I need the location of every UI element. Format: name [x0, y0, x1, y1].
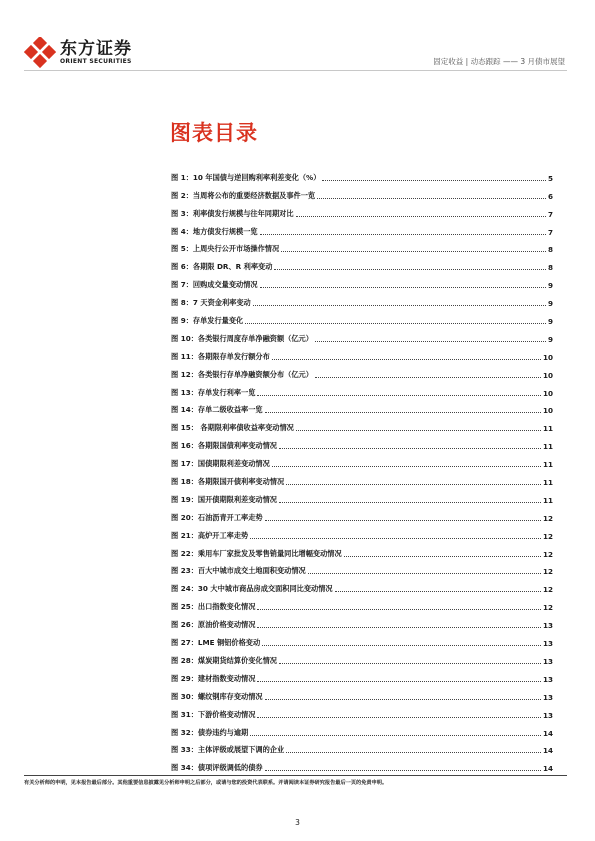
toc-item[interactable]	[171, 290, 553, 308]
toc-item-label: 图 1：10 年国债与逆回购利率利差变化（%）	[171, 172, 321, 182]
toc-item[interactable]	[171, 738, 553, 756]
toc-item[interactable]	[171, 237, 553, 255]
toc-dot-leader	[265, 412, 541, 413]
toc-dot-leader	[257, 681, 541, 682]
logo-text	[60, 40, 132, 66]
toc-item[interactable]	[171, 326, 553, 344]
toc-item-page: 11	[542, 495, 553, 505]
toc-item[interactable]	[171, 648, 553, 666]
toc-item-label: 图 13：存单发行利率一览	[171, 387, 256, 397]
toc-dot-leader	[257, 395, 541, 396]
toc-item[interactable]	[171, 505, 553, 523]
toc-dot-leader	[272, 359, 541, 360]
toc-item-label: 图 30：螺纹钢库存变动情况	[171, 691, 263, 701]
toc-item-label: 图 18：各期限国开债利率变动情况	[171, 477, 285, 487]
toc-dot-leader	[265, 699, 541, 700]
toc-item-label: 图 11：各期限存单发行额分布	[171, 351, 270, 361]
toc-dot-leader	[279, 502, 541, 503]
toc-item-page: 7	[547, 209, 553, 219]
toc-item-page: 13	[542, 710, 553, 720]
header-divider	[24, 70, 567, 71]
toc-item-label: 图 31：下游价格变动情况	[171, 709, 256, 719]
toc-item-label: 图 9：存单发行量变化	[171, 316, 244, 326]
toc-item[interactable]	[171, 165, 553, 183]
toc-item[interactable]	[171, 630, 553, 648]
toc-item-label: 图 19：国开债期限利差变动情况	[171, 494, 277, 504]
toc-item[interactable]	[171, 219, 553, 237]
toc-item-page: 11	[542, 442, 553, 452]
toc-dot-leader	[281, 251, 546, 252]
toc-item-label: 图 33：主体评级或展望下调的企业	[171, 745, 285, 755]
toc-title: 图表目录	[170, 121, 258, 145]
toc-item[interactable]	[171, 201, 553, 219]
toc-item[interactable]	[171, 523, 553, 541]
toc-item[interactable]	[171, 720, 553, 738]
toc-dot-leader	[286, 752, 541, 753]
toc-dot-leader	[250, 735, 541, 736]
toc-item-label: 图 7：回购成交量变动情况	[171, 280, 258, 290]
toc-item-label: 图 26：原油价格变动情况	[171, 620, 256, 630]
toc-item[interactable]	[171, 702, 553, 720]
toc-dot-leader	[279, 448, 541, 449]
toc-item-page: 13	[542, 674, 553, 684]
toc-dot-leader	[322, 180, 546, 181]
toc-item-label: 图 4：地方债发行规模一览	[171, 226, 258, 236]
toc-item-page: 12	[542, 513, 553, 523]
toc-item-label: 图 12：各类银行存单净融资额分布（亿元）	[171, 369, 313, 379]
toc-dot-leader	[335, 591, 541, 592]
toc-item-page: 10	[542, 352, 553, 362]
toc-item[interactable]	[171, 755, 553, 773]
toc-item-page: 11	[542, 460, 553, 470]
page-number: 3	[295, 818, 300, 827]
toc-item-label: 图 28：煤炭期货结算价变化情况	[171, 655, 277, 665]
toc-dot-leader	[279, 663, 541, 664]
toc-dot-leader	[253, 305, 546, 306]
toc-item[interactable]	[171, 398, 553, 416]
toc-item-page: 10	[542, 388, 553, 398]
toc-item[interactable]	[171, 612, 553, 630]
toc-dot-leader	[260, 287, 546, 288]
toc-item-page: 14	[542, 764, 553, 774]
toc-dot-leader	[257, 627, 541, 628]
toc-item[interactable]	[171, 272, 553, 290]
toc-item-label: 图 3：利率债发行规模与往年同期对比	[171, 208, 294, 218]
toc-item[interactable]	[171, 684, 553, 702]
toc-dot-leader	[265, 770, 541, 771]
toc-item-label: 图 5：上周央行公开市场操作情况	[171, 244, 280, 254]
toc-dot-leader	[308, 573, 541, 574]
toc-item-page: 12	[542, 531, 553, 541]
toc-item[interactable]	[171, 576, 553, 594]
toc-item-label: 图 15： 各期限利率债收益率变动情况	[171, 423, 294, 433]
toc-item[interactable]	[171, 254, 553, 272]
disclaimer-text: 有关分析师的申明，见本报告最后部分。其他重要信息披露见分析师申明之后部分，或请与您的投资代表联系。并请阅读本证券研究报告最后一页的免责申明。	[24, 780, 388, 786]
toc-item-label: 图 34：债项评级调低的债券	[171, 763, 263, 773]
toc-dot-leader	[265, 520, 541, 521]
toc-item[interactable]	[171, 380, 553, 398]
toc-dot-leader	[315, 377, 541, 378]
toc-dot-leader	[262, 645, 541, 646]
toc-item-page: 13	[542, 656, 553, 666]
toc-item-page: 11	[542, 424, 553, 434]
toc-item-label: 图 2：当周将公布的重要经济数据及事件一览	[171, 190, 316, 200]
toc-item-page: 12	[542, 603, 553, 613]
company-logo	[24, 36, 132, 70]
toc-dot-leader	[272, 466, 541, 467]
toc-dot-leader	[344, 556, 541, 557]
logo-name-cn: 东方证券	[60, 39, 132, 59]
toc-item[interactable]	[171, 487, 553, 505]
toc-item[interactable]	[171, 594, 553, 612]
toc-item[interactable]	[171, 308, 553, 326]
toc-item-label: 图 32：债券违约与逾期	[171, 727, 249, 737]
toc-item-label: 图 20：石油沥青开工率走势	[171, 512, 263, 522]
toc-item-page: 5	[547, 173, 553, 183]
toc-item[interactable]	[171, 666, 553, 684]
toc-item-page: 13	[542, 639, 553, 649]
toc-list	[171, 165, 553, 773]
toc-item-page: 10	[542, 370, 553, 380]
toc-item[interactable]	[171, 415, 553, 433]
toc-dot-leader	[257, 609, 541, 610]
footer-divider	[24, 775, 567, 776]
toc-item-label: 图 10：各类银行周度存单净融资额（亿元）	[171, 333, 313, 343]
toc-item[interactable]	[171, 451, 553, 469]
toc-item-label: 图 8：7 天资金利率变动	[171, 298, 251, 308]
toc-item-page: 11	[542, 478, 553, 488]
toc-dot-leader	[286, 484, 541, 485]
toc-item-page: 13	[542, 621, 553, 631]
toc-item-page: 14	[542, 728, 553, 738]
toc-item-page: 8	[547, 263, 553, 273]
toc-item-page: 12	[542, 585, 553, 595]
toc-item-page: 10	[542, 406, 553, 416]
toc-dot-leader	[296, 430, 541, 431]
toc-dot-leader	[274, 269, 546, 270]
toc-item[interactable]	[171, 183, 553, 201]
toc-item-page: 9	[547, 317, 553, 327]
toc-item-page: 6	[547, 191, 553, 201]
toc-item-label: 图 27：LME 铜铝价格变动	[171, 638, 261, 648]
toc-item-page: 12	[542, 567, 553, 577]
toc-item-label: 图 16：各期限国债利率变动情况	[171, 441, 277, 451]
toc-item-label: 图 25：出口指数变化情况	[171, 602, 256, 612]
toc-item-label: 图 14：存单二级收益率一览	[171, 405, 263, 415]
toc-item-label: 图 21：高炉开工率走势	[171, 530, 249, 540]
toc-item[interactable]	[171, 469, 553, 487]
toc-dot-leader	[315, 341, 546, 342]
toc-item[interactable]	[171, 362, 553, 380]
toc-item-label: 图 24：30 大中城市商品房成交面积同比变动情况	[171, 584, 333, 594]
toc-item-page: 9	[547, 281, 553, 291]
toc-dot-leader	[245, 323, 546, 324]
toc-item-page: 9	[547, 299, 553, 309]
toc-item-label: 图 17：国债期限利差变动情况	[171, 459, 270, 469]
toc-item-page: 7	[547, 227, 553, 237]
toc-item[interactable]	[171, 559, 553, 577]
toc-item-page: 9	[547, 334, 553, 344]
toc-item[interactable]	[171, 433, 553, 451]
toc-dot-leader	[260, 234, 546, 235]
toc-dot-leader	[257, 717, 541, 718]
toc-item[interactable]	[171, 541, 553, 559]
toc-dot-leader	[296, 216, 546, 217]
toc-item-page: 8	[547, 245, 553, 255]
logo-name-en: ORIENT SECURITIES	[60, 58, 132, 65]
toc-item-label: 图 22：乘用车厂家批发及零售销量同比增幅变动情况	[171, 548, 342, 558]
toc-item-page: 14	[542, 746, 553, 756]
toc-item-page: 13	[542, 692, 553, 702]
toc-dot-leader	[250, 538, 541, 539]
diamond-logo-icon	[24, 37, 56, 69]
toc-item-label: 图 6：各期限 DR、R 利率变动	[171, 262, 273, 272]
toc-item[interactable]	[171, 344, 553, 362]
toc-item-label: 图 23：百大中城市成交土地面积变动情况	[171, 566, 306, 576]
toc-item-label: 图 29：建材指数变动情况	[171, 673, 256, 683]
toc-item-page: 12	[542, 549, 553, 559]
report-category: 固定收益 | 动态跟踪 —— 3 月债市展望	[433, 57, 565, 66]
toc-dot-leader	[317, 198, 546, 199]
